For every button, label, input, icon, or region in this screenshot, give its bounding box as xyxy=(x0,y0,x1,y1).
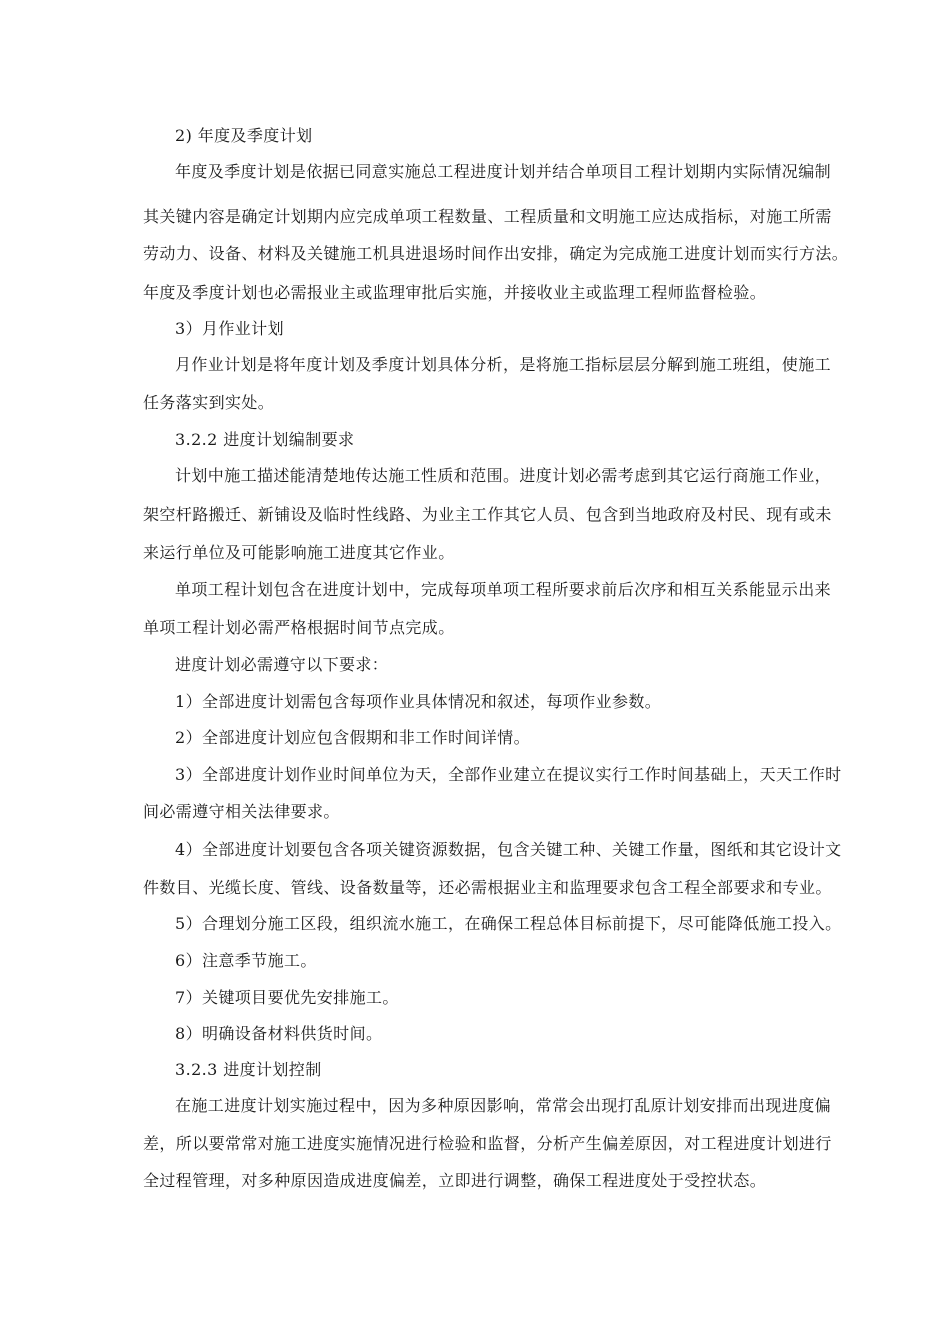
paragraph-line: 单项工程计划包含在进度计划中，完成每项单项工程所要求前后次序和相互关系能显示出来 xyxy=(175,580,832,599)
paragraph-line: 全过程管理，对多种原因造成进度偏差，立即进行调整，确保工程进度处于受控状态。 xyxy=(143,1171,767,1190)
paragraph-line: 计划中施工描述能清楚地传达施工性质和范围。进度计划必需考虑到其它运行商施工作业， xyxy=(175,466,832,485)
paragraph-line: 年度及季度计划是依据已同意实施总工程进度计划并结合单项目工程计划期内实际情况编制 xyxy=(175,162,832,181)
paragraph-line: 月作业计划是将年度计划及季度计划具体分析，是将施工指标层层分解到施工班组，使施工 xyxy=(175,355,832,374)
list-item-4-cont: 件数目、光缆长度、管线、设备数量等，还必需根据业主和监理要求包含工程全部要求和专业。 xyxy=(143,878,832,897)
paragraph-line: 其关键内容是确定计划期内应完成单项工程数量、工程质量和文明施工应达成指标，对施工所需 xyxy=(143,207,832,226)
paragraph-line: 进度计划必需遵守以下要求： xyxy=(175,655,389,674)
list-item-6: 6）注意季节施工。 xyxy=(175,951,317,970)
list-item-1: 1）全部进度计划需包含每项作业具体情况和叙述，每项作业参数。 xyxy=(175,692,662,711)
list-item-7: 7）关键项目要优先安排施工。 xyxy=(175,988,399,1007)
paragraph-line: 差，所以要常常对施工进度实施情况进行检验和监督，分析产生偏差原因，对工程进度计划进行 xyxy=(143,1134,832,1153)
paragraph-line: 劳动力、设备、材料及关键施工机具进退场时间作出安排，确定为完成施工进度计划而实行方法。 xyxy=(143,244,849,263)
list-item-3: 3）全部进度计划作业时间单位为天，全部作业建立在提议实行工作时间基础上，天天工作时 xyxy=(175,765,842,784)
paragraph-line: 架空杆路搬迁、新铺设及临时性线路、为业主工作其它人员、包含到当地政府及村民、现有或未 xyxy=(143,505,832,524)
paragraph-line: 在施工进度计划实施过程中，因为多种原因影响，常常会出现打乱原计划安排而出现进度偏 xyxy=(175,1096,832,1115)
heading-3-2-2: 3.2.2 进度计划编制要求 xyxy=(175,430,355,449)
list-item-8: 8）明确设备材料供货时间。 xyxy=(175,1024,383,1043)
heading-3-2-3: 3.2.3 进度计划控制 xyxy=(175,1060,322,1079)
list-item-4: 4）全部进度计划要包含各项关键资源数据，包含关键工种、关键工作量，图纸和其它设计文 xyxy=(175,840,842,859)
heading-monthly-plan: 3）月作业计划 xyxy=(175,319,284,338)
list-item-2: 2）全部进度计划应包含假期和非工作时间详情。 xyxy=(175,728,530,747)
paragraph-line: 单项工程计划必需严格根据时间节点完成。 xyxy=(143,618,455,637)
paragraph-line: 来运行单位及可能影响施工进度其它作业。 xyxy=(143,543,455,562)
paragraph-line: 任务落实到实处。 xyxy=(143,393,275,412)
list-item-5: 5）合理划分施工区段，组织流水施工，在确保工程总体目标前提下，尽可能降低施工投入。 xyxy=(175,914,842,933)
heading-annual-quarterly-plan: 2) 年度及季度计划 xyxy=(175,126,313,145)
list-item-3-cont: 间必需遵守相关法律要求。 xyxy=(143,802,340,821)
paragraph-line: 年度及季度计划也必需报业主或监理审批后实施，并接收业主或监理工程师监督检验。 xyxy=(143,283,767,302)
